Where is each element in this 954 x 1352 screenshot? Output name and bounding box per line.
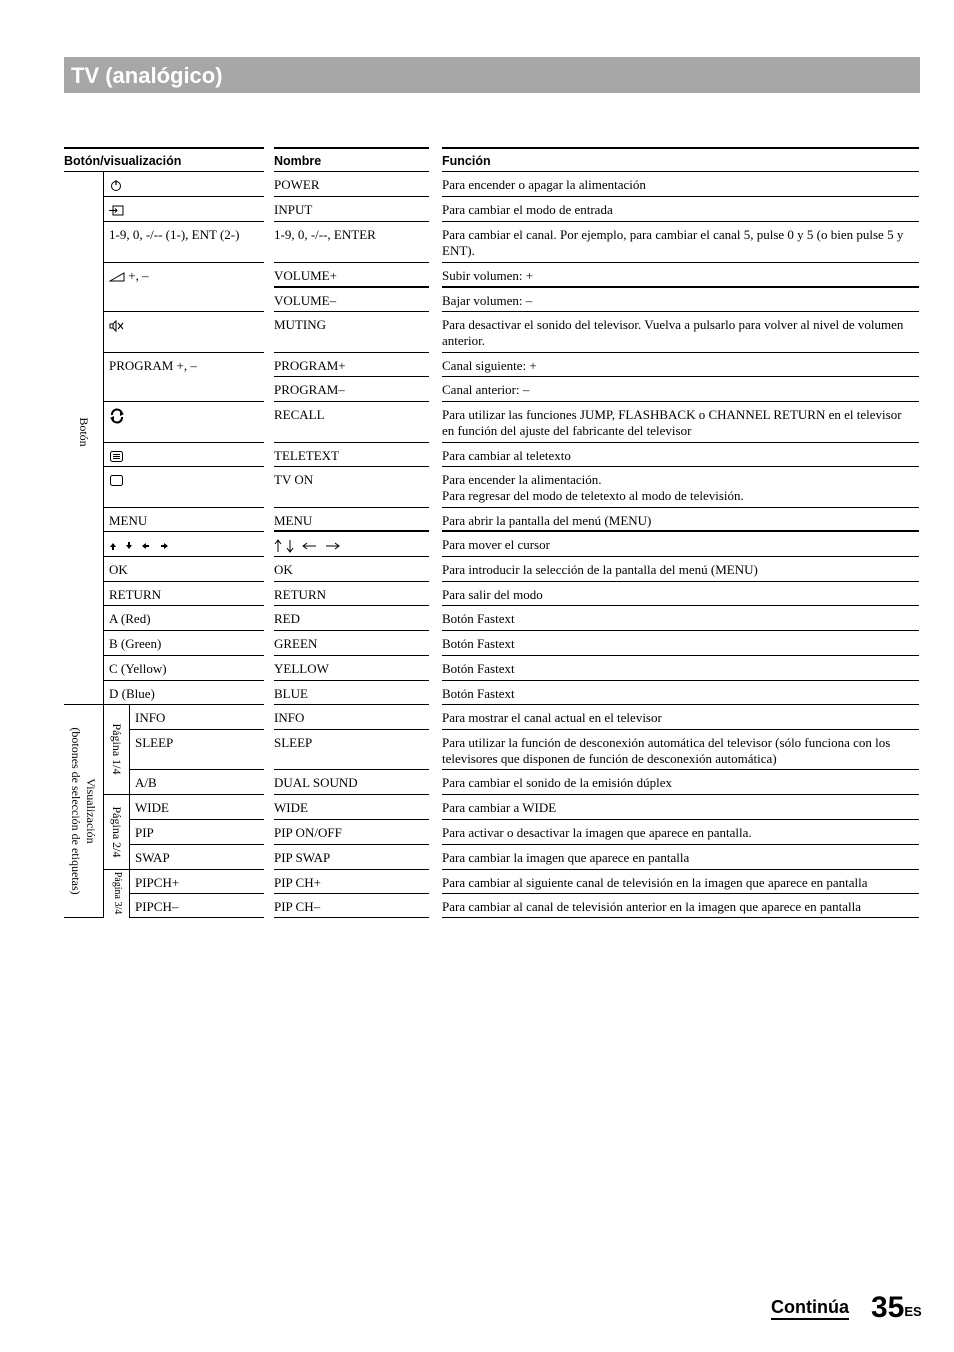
function-text: Para salir del modo — [442, 587, 543, 602]
button-label: RETURN — [109, 587, 161, 602]
name-label: DUAL SOUND — [274, 775, 358, 790]
function-text: Para cambiar el modo de entrada — [442, 202, 613, 217]
button-label: PROGRAM +, – — [109, 358, 197, 373]
muting-icon — [109, 318, 125, 334]
name-label: RED — [274, 611, 300, 626]
input-icon — [109, 203, 125, 219]
button-label: PIPCH– — [135, 899, 179, 914]
function-cell — [442, 172, 919, 197]
function-text: Para cambiar el canal. Por ejemplo, para cambiar el canal 5, pulse 0 y 5 (o bien pulse 5 y ENT). — [442, 227, 904, 258]
name-label: MUTING — [274, 317, 326, 332]
function-text: Canal siguiente: + — [442, 358, 537, 373]
function-cell — [442, 402, 919, 443]
button-label: SWAP — [135, 850, 170, 865]
function-cell — [442, 443, 919, 467]
name-cell — [274, 288, 429, 312]
name-label: POWER — [274, 177, 320, 192]
function-cell — [442, 820, 919, 845]
table-bottom-rule — [64, 917, 104, 918]
teletext-icon — [109, 449, 125, 465]
function-text: Para mostrar el canal actual en el televisor — [442, 710, 662, 725]
name-label: PIP CH– — [274, 899, 321, 914]
function-text: Para encender la alimentación. — [442, 472, 602, 487]
button-cell — [130, 795, 264, 820]
group-label-display: Visualización — [84, 778, 98, 844]
button-cell — [104, 557, 264, 582]
function-cell — [442, 467, 919, 508]
function-cell — [442, 730, 919, 770]
name-label: BLUE — [274, 686, 308, 701]
name-cell — [274, 606, 429, 631]
name-label: VOLUME+ — [274, 268, 337, 283]
button-cell — [104, 631, 264, 656]
page-label-2: Página 2/4 — [110, 806, 124, 858]
button-label: INFO — [135, 710, 166, 725]
group-separator — [64, 704, 104, 705]
name-cell — [274, 795, 429, 820]
button-label: SLEEP — [135, 735, 174, 750]
name-label: TV ON — [274, 472, 314, 487]
function-text: Para encender o apagar la alimentación — [442, 177, 646, 192]
name-cell — [274, 312, 429, 353]
cursor-arrows-outline-icon — [274, 538, 342, 554]
function-text: Subir volumen: + — [442, 268, 534, 283]
name-cell — [274, 820, 429, 845]
function-text: Para introducir la selección de la pantalla del menú (MENU) — [442, 562, 758, 577]
name-label: PROGRAM+ — [274, 358, 346, 373]
button-cell — [104, 353, 264, 402]
name-label: OK — [274, 562, 293, 577]
cursor-arrows-icon — [109, 538, 171, 554]
name-cell — [274, 222, 429, 263]
button-cell — [104, 263, 264, 312]
name-label: INFO — [274, 710, 305, 725]
function-text: Botón Fastext — [442, 636, 515, 651]
name-label: MENU — [274, 513, 313, 528]
name-label: GREEN — [274, 636, 318, 651]
name-label: PIP SWAP — [274, 850, 331, 865]
name-cell — [274, 443, 429, 467]
name-label: TELETEXT — [274, 448, 339, 463]
button-label: B (Green) — [109, 636, 162, 651]
function-cell — [442, 606, 919, 631]
button-cell — [104, 656, 264, 681]
function-cell — [442, 681, 919, 705]
button-label: +, – — [125, 268, 149, 283]
function-text: Para cambiar la imagen que aparece en pantalla — [442, 850, 690, 865]
group-divider — [103, 172, 104, 918]
name-cell — [274, 508, 429, 532]
button-label: A/B — [135, 775, 157, 790]
button-cell — [130, 705, 264, 730]
function-cell — [442, 795, 919, 820]
recall-icon — [109, 408, 125, 424]
name-cell — [274, 353, 429, 377]
function-text: Para cambiar al siguiente canal de televisión en la imagen que aparece en pantalla — [442, 875, 868, 890]
page-label-1: Página 1/4 — [110, 723, 124, 775]
function-text: Para cambiar al canal de televisión anterior en la imagen que aparece en pantalla — [442, 899, 862, 914]
page-divider — [129, 705, 130, 918]
name-cell — [274, 845, 429, 870]
function-cell — [442, 582, 919, 606]
button-label: D (Blue) — [109, 686, 155, 701]
function-cell — [442, 377, 919, 402]
name-label: VOLUME– — [274, 293, 337, 308]
function-cell — [442, 770, 919, 795]
button-cell — [104, 467, 264, 508]
power-icon — [109, 178, 125, 194]
name-cell — [274, 467, 429, 508]
page-number — [871, 1291, 922, 1325]
group-label-display-sub: (botones de selección de etiquetas) — [69, 727, 83, 895]
button-cell — [104, 508, 264, 532]
function-cell — [442, 288, 919, 312]
button-cell — [104, 402, 264, 443]
function-cell — [442, 656, 919, 681]
name-cell — [274, 377, 429, 402]
name-label: INPUT — [274, 202, 313, 217]
function-text: Botón Fastext — [442, 661, 515, 676]
function-text: Para utilizar las funciones JUMP, FLASHBACK o CHANNEL RETURN en el televisor en función del ajuste del fabricante del televisor — [442, 407, 902, 438]
function-cell — [442, 353, 919, 377]
function-cell — [442, 222, 919, 263]
name-cell — [274, 705, 429, 730]
button-cell — [104, 312, 264, 353]
header-button: Botón/visualización — [64, 147, 264, 172]
button-cell — [104, 172, 264, 197]
function-text: Para utilizar la función de desconexión automática del televisor (sólo funciona con los televisores que disponen de función de desconexión automática) — [442, 735, 891, 766]
function-cell — [442, 705, 919, 730]
tv-on-icon — [109, 473, 125, 489]
button-cell — [104, 606, 264, 631]
function-cell — [442, 894, 919, 918]
function-cell — [442, 312, 919, 353]
name-cell — [274, 770, 429, 795]
button-cell — [130, 870, 264, 894]
function-text: Para abrir la pantalla del menú (MENU) — [442, 513, 652, 528]
function-text: Para cambiar el sonido de la emisión dúplex — [442, 775, 672, 790]
function-cell — [442, 870, 919, 894]
name-label: YELLOW — [274, 661, 329, 676]
function-text: Para mover el cursor — [442, 537, 550, 552]
function-text: Para desactivar el sonido del televisor. Vuelva a pulsarlo para volver al nivel de volumen anterior. — [442, 317, 904, 348]
function-cell — [442, 845, 919, 870]
button-cell — [130, 770, 264, 795]
button-cell — [130, 894, 264, 918]
function-text: Para cambiar a WIDE — [442, 800, 557, 815]
button-cell — [104, 222, 264, 263]
group-label-boton: Botón — [77, 417, 91, 447]
function-cell — [442, 197, 919, 222]
name-cell — [274, 870, 429, 894]
button-cell — [130, 820, 264, 845]
name-label: 1-9, 0, -/--, ENTER — [274, 227, 376, 242]
name-cell — [274, 263, 429, 288]
page-language: ES — [904, 1304, 922, 1319]
name-cell — [274, 656, 429, 681]
name-label: WIDE — [274, 800, 308, 815]
function-text: Para activar o desactivar la imagen que aparece en pantalla. — [442, 825, 752, 840]
volume-icon — [109, 269, 125, 285]
button-cell — [104, 532, 264, 557]
name-cell — [274, 582, 429, 606]
name-label: PIP CH+ — [274, 875, 321, 890]
button-cell — [104, 197, 264, 222]
title-banner — [64, 57, 920, 93]
page-number-value: 35 — [871, 1291, 905, 1324]
function-cell — [442, 532, 919, 557]
name-label: RETURN — [274, 587, 326, 602]
name-cell — [274, 730, 429, 770]
button-label: PIP — [135, 825, 154, 840]
function-text: Botón Fastext — [442, 611, 515, 626]
name-cell — [274, 532, 429, 557]
button-cell — [130, 730, 264, 770]
page-title: TV (analógico) — [71, 63, 223, 88]
function-text: Para cambiar al teletexto — [442, 448, 571, 463]
button-label: MENU — [109, 513, 148, 528]
button-label: A (Red) — [109, 611, 151, 626]
button-cell — [104, 681, 264, 705]
button-label: PIPCH+ — [135, 875, 180, 890]
name-cell — [274, 681, 429, 705]
button-label: 1-9, 0, -/-- (1-), ENT (2-) — [109, 227, 240, 242]
header-function: Función — [442, 147, 919, 172]
button-cell — [104, 443, 264, 467]
name-label: PIP ON/OFF — [274, 825, 342, 840]
function-cell — [442, 557, 919, 582]
name-label: PROGRAM– — [274, 382, 345, 397]
function-text: Bajar volumen: – — [442, 293, 533, 308]
continues-label: Continúa — [771, 1296, 849, 1320]
function-text: Botón Fastext — [442, 686, 515, 701]
name-cell — [274, 631, 429, 656]
name-cell — [274, 402, 429, 443]
name-cell — [274, 197, 429, 222]
button-cell — [104, 582, 264, 606]
button-label: OK — [109, 562, 128, 577]
header-name: Nombre — [274, 147, 429, 172]
function-cell — [442, 508, 919, 532]
function-cell — [442, 631, 919, 656]
name-label: RECALL — [274, 407, 325, 422]
button-cell — [130, 845, 264, 870]
function-text: Para regresar del modo de teletexto al modo de televisión. — [442, 488, 744, 503]
name-cell — [274, 557, 429, 582]
page-label-3: Página 3/4 — [112, 871, 123, 915]
name-cell — [274, 172, 429, 197]
name-cell — [274, 894, 429, 918]
function-text: Canal anterior: – — [442, 382, 530, 397]
name-label: SLEEP — [274, 735, 313, 750]
button-label: WIDE — [135, 800, 169, 815]
function-cell — [442, 263, 919, 288]
button-label: C (Yellow) — [109, 661, 167, 676]
